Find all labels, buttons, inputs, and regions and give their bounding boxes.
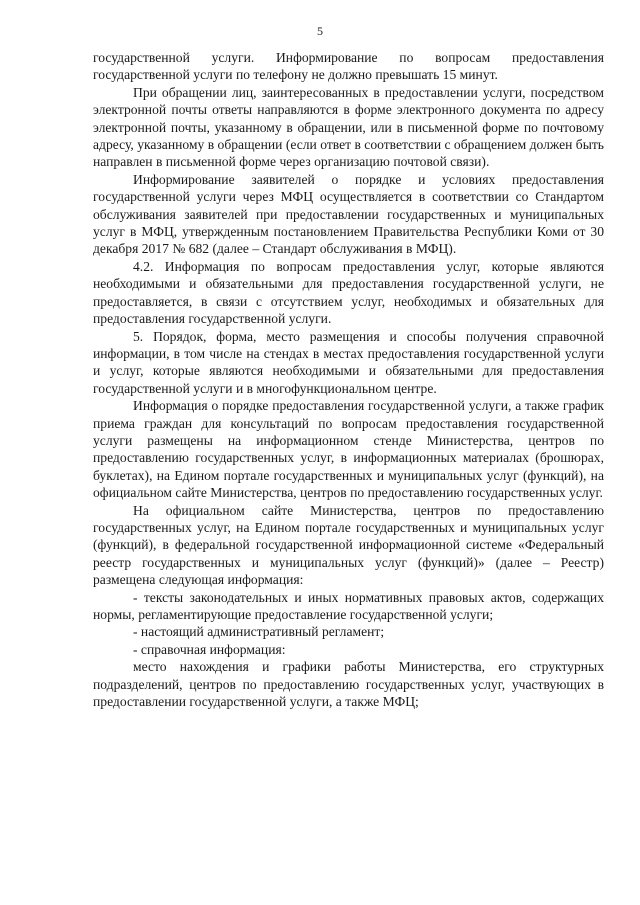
paragraph-official-site: На официальном сайте Министерства, центров по предоставлению государственных услуг, на Едином портале государственных и муниципальных услуг (функций), в федеральной государственной информационной системе «Федеральный реестр государственных и муниципальных услуг (функций)» (далее – Реестр) размещена следующая информация: [93, 502, 604, 588]
list-item-regulation: - настоящий административный регламент; [133, 624, 385, 640]
paragraph-continuation: государственной услуги. Информирование по вопросам предоставления государственной услуги по телефону не должно превышать 15 минут. [93, 50, 604, 83]
list-item-reference-info: - справочная информация: [133, 641, 286, 657]
paragraph-section-4-2: 4.2. Информация по вопросам предоставления услуг, которые являются необходимыми и обязательными для предоставления государственной услуги, не предоставляется, в связи с отсутствием услуг, необходимых и обязательных для предоставления государственной услуги. [93, 258, 604, 327]
paragraph-email-inquiries: При обращении лиц, заинтересованных в предоставлении услуги, посредством электронной почты ответы направляются в форме электронного документа по адресу электронной почты, указанному в обращении, или в письменной форме по почтовому адресу, указанному в обращении (если ответ в соответствии с обращением должен быть направлен в письменной форме через организацию почтовой связи). [93, 84, 604, 170]
paragraph-mfc-information: Информирование заявителей о порядке и условиях предоставления государственной услуги через МФЦ осуществляется в соответствии со Стандартом обслуживания заявителей при предоставлении государственных и муниципальных услуг в МФЦ, утвержденным постановлением Правительства Республики Коми от 30 декабря 2017 № 682 (далее – Стандарт обслуживания в МФЦ). [93, 171, 604, 257]
page-number: 5 [317, 24, 323, 38]
paragraph-location-schedule: место нахождения и графики работы Министерства, его структурных подразделений, центров по предоставлению государственных услуг, участвующих в предоставлении государственной услуги, а также МФЦ; [93, 659, 604, 710]
list-item-legal-acts: - тексты законодательных и иных нормативных правовых актов, содержащих нормы, регламентирующие предоставление государственной услуги; [93, 589, 604, 622]
document-body [93, 49, 604, 710]
paragraph-section-5: 5. Порядок, форма, место размещения и способы получения справочной информации, в том числе на стендах в местах предоставления государственной услуги и услуг, которые являются необходимыми и обязательными для предоставления государственной услуги и в многофункциональном центре. [93, 328, 604, 396]
paragraph-schedule-information: Информация о порядке предоставления государственной услуги, а также график приема граждан для консультаций по вопросам предоставления государственной услуги размещены на информационном стенде Министерства, центров по предоставлению государственных услуг, в информационных материалах (брошюрах, буклетах), на Едином портале государственных и муниципальных услуг (функций), на официальном сайте Министерства, центров по предоставлению государственных услуг. [93, 398, 604, 501]
